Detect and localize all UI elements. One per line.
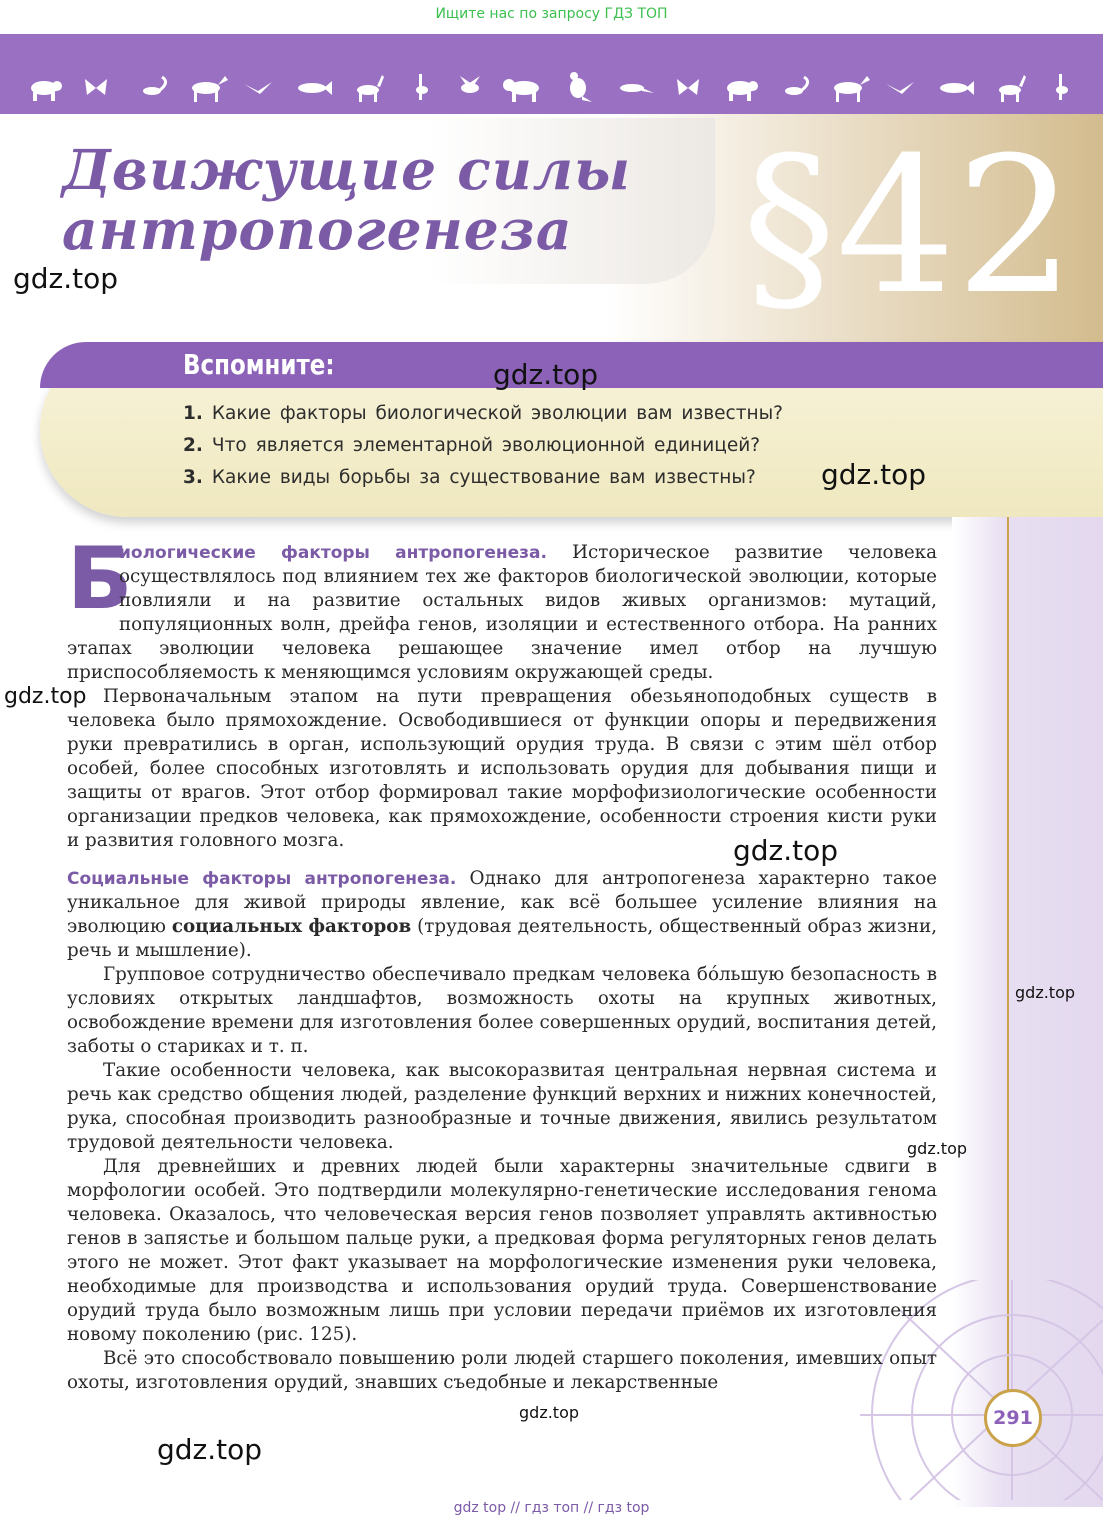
horse-icon bbox=[192, 76, 228, 102]
bold-term: социальных факторов bbox=[171, 916, 412, 937]
heron-icon bbox=[1056, 74, 1068, 100]
recall-question: 2. Что является элементарной эволюционной единицей? bbox=[183, 435, 761, 456]
buffalo-icon bbox=[503, 79, 539, 102]
bee-icon bbox=[460, 76, 480, 93]
butterfly-icon bbox=[85, 79, 107, 95]
search-hint: Ищите нас по запросу ГДЗ ТОП bbox=[435, 6, 668, 22]
section2-paragraph: Социальные факторы антропогенеза. Однако для антропогенеза характерно такое уникальное для живой природы явление, как всё большее усиление влияния на эволюцию социальных факторов (трудовая деятельность, общественный образ жизни, речь и мышление). bbox=[67, 868, 938, 961]
horse-icon bbox=[834, 76, 870, 102]
recall-question: 3. Какие виды борьбы за существование вам известны? bbox=[183, 467, 756, 488]
watermark: gdz.top bbox=[157, 1433, 263, 1466]
watermark: gdz.top bbox=[821, 458, 927, 491]
butterfly-icon bbox=[677, 79, 699, 95]
chapter-title: Движущие силы антропогенеза bbox=[62, 137, 631, 262]
watermark: gdz.top bbox=[733, 834, 839, 867]
watermark: gdz.top bbox=[13, 262, 119, 295]
section2-paragraph: Групповое сотрудничество обеспечивало предкам человека бóльшую безопасность в условиях открытых ландшафтов, возможность охоты на крупных животных, освобождение времени для изготовления более совершенных орудий, воспитания детей, заботы о стариках и т. п. bbox=[67, 964, 937, 1057]
scorpion-icon bbox=[785, 77, 808, 95]
heron-icon bbox=[416, 74, 428, 100]
recall-questions bbox=[183, 398, 783, 494]
recall-question: 1. Какие факторы биологической эволюции вам известны? bbox=[183, 403, 783, 424]
footer-note: gdz top // гдз топ // гдз top bbox=[453, 1500, 650, 1516]
section2-heading: Социальные факторы антропогенеза. bbox=[67, 869, 457, 889]
deer-icon bbox=[357, 75, 384, 102]
kangaroo-icon bbox=[570, 72, 592, 102]
section2-paragraph: Такие особенности человека, как высокоразвитая центральная нервная система и речь как средство общения людей, разделение функций верхних и нижних конечностей, рука, способная производить разнообразные и точные движения, явились результатом трудовой деятельности человека. bbox=[67, 1060, 937, 1153]
margin-rule bbox=[1007, 517, 1009, 1397]
watermark: gdz.top bbox=[4, 684, 87, 709]
animal-band bbox=[0, 34, 1103, 114]
bird-icon bbox=[886, 82, 914, 94]
watermark: gdz.top bbox=[1015, 983, 1076, 1002]
paragraph-number: §42 bbox=[742, 117, 1076, 336]
section2-paragraph: Для древнейших и древних людей были характерны значительные сдвиги в морфологии особей. Это подтвердили молекулярно-генетические исследования генома человека. Оказалось, что человеческая версия генов позволяет управлять активностью генов в запястье и большом пальце руки, а предковая форма регуляторных генов делать этого не может. Этот факт указывает на морфологические изменения руки человека, необходимые для производства и использования орудий труда. Совершенствование орудий труда было возможным лишь при условии передачи приёмов их изготовления новому поколению (рис. 125). bbox=[67, 1156, 937, 1345]
recall-title: Вспомните: bbox=[183, 348, 335, 381]
section1-heading: иологические факторы антропогенеза. bbox=[119, 543, 547, 563]
bear-icon bbox=[31, 81, 62, 101]
page-number: 291 bbox=[993, 1407, 1033, 1429]
lizard-icon bbox=[620, 84, 654, 93]
watermark: gdz.top bbox=[493, 358, 599, 391]
deer-icon bbox=[999, 75, 1026, 102]
scorpion-icon bbox=[143, 77, 166, 95]
fish-icon bbox=[940, 81, 974, 95]
watermark: gdz.top bbox=[907, 1139, 968, 1158]
animal-silhouettes bbox=[0, 34, 1103, 114]
section2-paragraph: Всё это способствовало повышению роли людей старшего поколения, имевших опыт охоты, изготовления орудий, знавших съедобные и лекарственные bbox=[67, 1348, 937, 1393]
fish-icon bbox=[298, 81, 332, 95]
section1-paragraph: иологические факторы антропогенеза. Историческое развитие человека осуществлялось под влиянием тех же факторов биологической эволюции, которые повлияли и на развитие остальных видов живых организмов: мутаций, популяционных волн, дрейфа генов, изоляции и естественного отбора. На ранних этапах эволюции человека решающее значение имел отбор на лучшую приспособляемость к меняющимся условиям окружающей среды. bbox=[67, 542, 937, 683]
watermark: gdz.top bbox=[519, 1403, 580, 1422]
bird-icon bbox=[244, 82, 272, 94]
bear-icon bbox=[727, 81, 758, 101]
dropcap: Б bbox=[67, 529, 133, 629]
section1-paragraph: Первоначальным этапом на пути превращения обезьяноподобных существ в человека было прямохождение. Освободившиеся от функции опоры и передвижения руки превратились в орган, использующий орудия труда. В связи с этим шёл отбор особей, более способных изготовлять и использовать орудия для добывания пищи и защиты от врагов. Этот отбор формировал такие морфофизиологические особенности организации предков человека, как прямохождение, особенности строения кисти руки и развития головного мозга. bbox=[67, 686, 937, 851]
